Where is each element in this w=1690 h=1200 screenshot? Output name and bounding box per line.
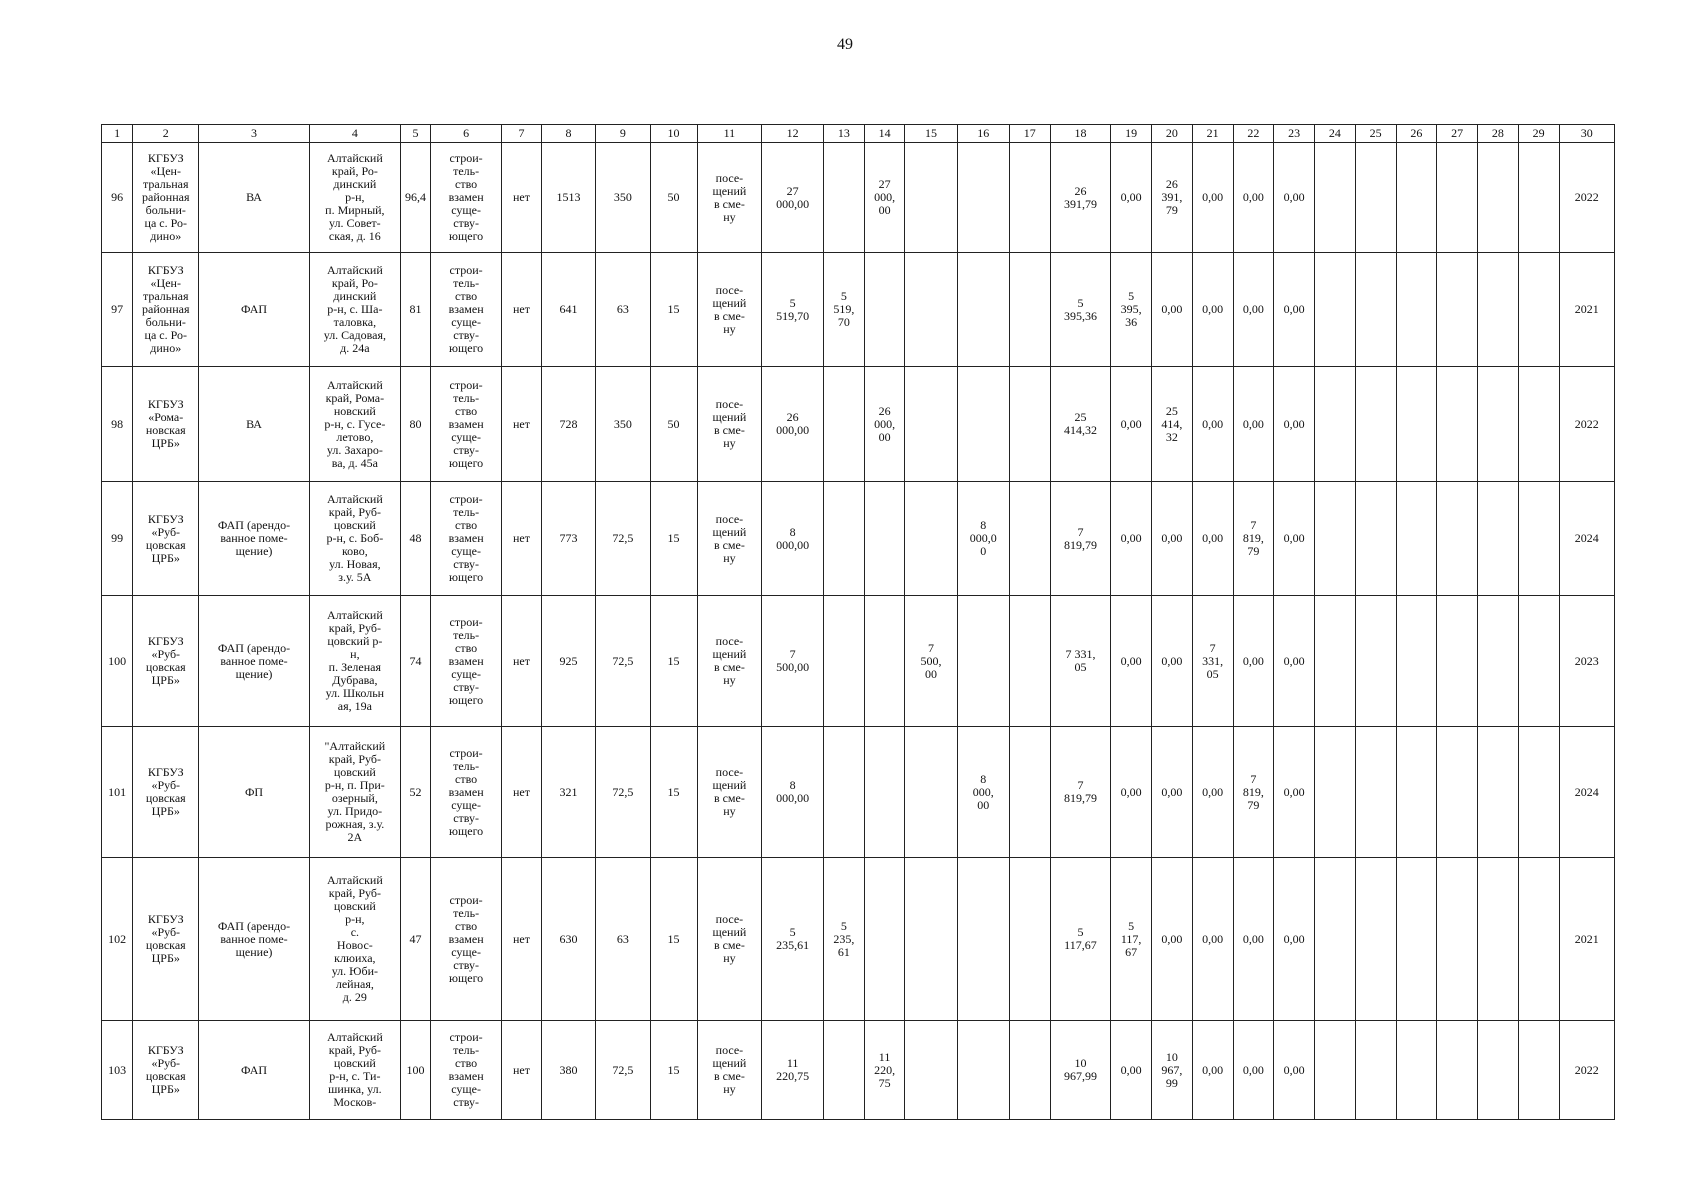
table-cell: 0,00 bbox=[1274, 727, 1315, 858]
table-cell: 5 117, 67 bbox=[1111, 858, 1152, 1021]
table-cell: строи- тель- ство взамен суще- ству- bbox=[431, 1021, 502, 1120]
table-cell: 0,00 bbox=[1233, 253, 1274, 367]
table-cell bbox=[957, 1021, 1009, 1120]
table-cell bbox=[1518, 482, 1559, 596]
table-cell bbox=[1355, 253, 1396, 367]
table-cell: строи- тель- ство взамен суще- ству- ющего bbox=[431, 596, 502, 727]
table-cell bbox=[864, 858, 905, 1021]
column-number-row bbox=[102, 125, 1615, 143]
table-cell: 0,00 bbox=[1152, 596, 1193, 727]
table-cell bbox=[823, 727, 864, 858]
table-cell bbox=[1396, 596, 1437, 727]
column-number-header: 21 bbox=[1192, 125, 1233, 143]
table-cell bbox=[1478, 1021, 1519, 1120]
table-cell: 2023 bbox=[1559, 596, 1615, 727]
table-cell: 2022 bbox=[1559, 367, 1615, 482]
table-cell: 0,00 bbox=[1111, 143, 1152, 253]
table-cell bbox=[905, 727, 957, 858]
table-cell bbox=[1518, 596, 1559, 727]
table-cell: 0,00 bbox=[1192, 482, 1233, 596]
column-number-header: 8 bbox=[541, 125, 595, 143]
table-cell: ФАП (арендо- ванное поме- щение) bbox=[199, 858, 310, 1021]
table-cell bbox=[1518, 1021, 1559, 1120]
table-cell: ВА bbox=[199, 367, 310, 482]
table-cell: 99 bbox=[102, 482, 133, 596]
table-cell: 2024 bbox=[1559, 482, 1615, 596]
table-cell: "Алтайский край, Руб- цовский р-н, п. При- озерный, ул. Придо- рожная, з.у. 2А bbox=[309, 727, 400, 858]
table-cell: 7 819, 79 bbox=[1233, 482, 1274, 596]
table-cell: 380 bbox=[541, 1021, 595, 1120]
table-cell: 0,00 bbox=[1152, 482, 1193, 596]
table-cell: 0,00 bbox=[1233, 1021, 1274, 1120]
table-cell: 5 235,61 bbox=[762, 858, 824, 1021]
table-cell: строи- тель- ство взамен суще- ству- ющего bbox=[431, 858, 502, 1021]
table-cell bbox=[1437, 1021, 1478, 1120]
table-cell bbox=[905, 858, 957, 1021]
table-cell bbox=[1396, 858, 1437, 1021]
table-cell bbox=[1009, 253, 1050, 367]
table-cell: 26 391,79 bbox=[1050, 143, 1111, 253]
column-number-header: 9 bbox=[596, 125, 650, 143]
table-row bbox=[102, 253, 1615, 367]
table-cell: 27 000,00 bbox=[762, 143, 824, 253]
table-cell: 0,00 bbox=[1152, 858, 1193, 1021]
column-number-header: 10 bbox=[650, 125, 697, 143]
column-number-header: 16 bbox=[957, 125, 1009, 143]
column-number-header: 22 bbox=[1233, 125, 1274, 143]
table-cell: 100 bbox=[400, 1021, 430, 1120]
table-cell: 773 bbox=[541, 482, 595, 596]
table-cell bbox=[1478, 143, 1519, 253]
table-cell: 0,00 bbox=[1192, 1021, 1233, 1120]
table-cell: нет bbox=[502, 596, 542, 727]
table-cell: 5 235, 61 bbox=[823, 858, 864, 1021]
table-cell: 102 bbox=[102, 858, 133, 1021]
column-number-header: 2 bbox=[133, 125, 199, 143]
table-cell: 0,00 bbox=[1111, 596, 1152, 727]
column-number-header: 17 bbox=[1009, 125, 1050, 143]
table-cell bbox=[1478, 858, 1519, 1021]
table-cell: 25 414, 32 bbox=[1152, 367, 1193, 482]
table-cell: 8 000, 00 bbox=[957, 727, 1009, 858]
table-cell bbox=[1315, 253, 1356, 367]
table-cell: 7 331, 05 bbox=[1192, 596, 1233, 727]
table-cell: посе- щений в сме- ну bbox=[697, 253, 762, 367]
table-cell: 7 819,79 bbox=[1050, 727, 1111, 858]
table-cell bbox=[1396, 143, 1437, 253]
table-cell bbox=[905, 482, 957, 596]
table-cell bbox=[1315, 727, 1356, 858]
table-cell bbox=[823, 596, 864, 727]
column-number-header: 29 bbox=[1518, 125, 1559, 143]
table-cell bbox=[1009, 367, 1050, 482]
table-cell bbox=[1315, 596, 1356, 727]
table-cell: 2022 bbox=[1559, 143, 1615, 253]
column-number-header: 30 bbox=[1559, 125, 1615, 143]
table-cell bbox=[1009, 858, 1050, 1021]
table-cell bbox=[905, 143, 957, 253]
table-cell: 0,00 bbox=[1274, 143, 1315, 253]
column-number-header: 11 bbox=[697, 125, 762, 143]
table-cell bbox=[1009, 596, 1050, 727]
table-cell bbox=[1437, 253, 1478, 367]
table-cell: 0,00 bbox=[1152, 253, 1193, 367]
table-cell bbox=[957, 596, 1009, 727]
table-cell bbox=[1518, 727, 1559, 858]
column-number-header: 26 bbox=[1396, 125, 1437, 143]
table-cell bbox=[1478, 367, 1519, 482]
table-cell bbox=[1315, 367, 1356, 482]
table-cell: 72,5 bbox=[596, 1021, 650, 1120]
table-cell: строи- тель- ство взамен суще- ству- ющего bbox=[431, 482, 502, 596]
table-row bbox=[102, 143, 1615, 253]
table-cell: КГБУЗ «Руб- цовская ЦРБ» bbox=[133, 482, 199, 596]
table-cell: 0,00 bbox=[1192, 727, 1233, 858]
table-cell: 5 395, 36 bbox=[1111, 253, 1152, 367]
table-cell: посе- щений в сме- ну bbox=[697, 367, 762, 482]
table-cell: 0,00 bbox=[1274, 482, 1315, 596]
table-row bbox=[102, 727, 1615, 858]
table-cell: ФАП bbox=[199, 1021, 310, 1120]
table-cell: 72,5 bbox=[596, 596, 650, 727]
table-cell: 0,00 bbox=[1274, 367, 1315, 482]
column-number-header: 18 bbox=[1050, 125, 1111, 143]
table-cell: 50 bbox=[650, 143, 697, 253]
table-cell bbox=[1396, 367, 1437, 482]
table-cell bbox=[905, 367, 957, 482]
table-cell bbox=[957, 143, 1009, 253]
table-cell: 7 331, 05 bbox=[1050, 596, 1111, 727]
table-cell: 0,00 bbox=[1233, 143, 1274, 253]
table-cell: 15 bbox=[650, 727, 697, 858]
table-cell bbox=[957, 858, 1009, 1021]
table-cell bbox=[957, 367, 1009, 482]
table-cell: 100 bbox=[102, 596, 133, 727]
table-cell bbox=[1009, 143, 1050, 253]
table-cell: 0,00 bbox=[1192, 367, 1233, 482]
table-cell: 101 bbox=[102, 727, 133, 858]
table-cell bbox=[1396, 482, 1437, 596]
table-cell bbox=[1009, 727, 1050, 858]
table-cell: 10 967, 99 bbox=[1152, 1021, 1193, 1120]
table-cell: 63 bbox=[596, 253, 650, 367]
table-cell: 5 519, 70 bbox=[823, 253, 864, 367]
table-cell: 80 bbox=[400, 367, 430, 482]
table-cell: 25 414,32 bbox=[1050, 367, 1111, 482]
table-cell: КГБУЗ «Руб- цовская ЦРБ» bbox=[133, 596, 199, 727]
table-cell: 15 bbox=[650, 596, 697, 727]
table-cell: 321 bbox=[541, 727, 595, 858]
table-cell: нет bbox=[502, 143, 542, 253]
table-cell: ФАП (арендо- ванное поме- щение) bbox=[199, 482, 310, 596]
table-cell: 630 bbox=[541, 858, 595, 1021]
table-cell: посе- щений в сме- ну bbox=[697, 596, 762, 727]
table-cell: 96,4 bbox=[400, 143, 430, 253]
table-cell bbox=[864, 596, 905, 727]
column-number-header: 4 bbox=[309, 125, 400, 143]
table-cell: 0,00 bbox=[1274, 253, 1315, 367]
table-row bbox=[102, 858, 1615, 1021]
table-cell: ФАП bbox=[199, 253, 310, 367]
table-cell: строи- тель- ство взамен суще- ству- ющего bbox=[431, 253, 502, 367]
table-cell: 8 000,00 bbox=[762, 727, 824, 858]
table-cell: 26 000, 00 bbox=[864, 367, 905, 482]
table-cell: 641 bbox=[541, 253, 595, 367]
table-cell: 15 bbox=[650, 1021, 697, 1120]
table-cell: 50 bbox=[650, 367, 697, 482]
column-number-header: 5 bbox=[400, 125, 430, 143]
table-cell bbox=[823, 367, 864, 482]
table-cell: 728 bbox=[541, 367, 595, 482]
table-cell: посе- щений в сме- ну bbox=[697, 482, 762, 596]
table-cell: 925 bbox=[541, 596, 595, 727]
table-cell: Алтайский край, Руб- цовский р-н, с. Ти- шинка, ул. Москов- bbox=[309, 1021, 400, 1120]
table-cell bbox=[1518, 367, 1559, 482]
table-cell bbox=[1396, 253, 1437, 367]
table-cell bbox=[864, 482, 905, 596]
table-cell: Алтайский край, Руб- цовский р- н, п. Зеленая Дубрава, ул. Школьн ая, 19а bbox=[309, 596, 400, 727]
table-cell: 0,00 bbox=[1192, 858, 1233, 1021]
table-cell: 52 bbox=[400, 727, 430, 858]
table-cell: 0,00 bbox=[1233, 367, 1274, 482]
table-cell: 0,00 bbox=[1111, 727, 1152, 858]
table-cell bbox=[1478, 482, 1519, 596]
table-cell bbox=[1478, 727, 1519, 858]
table-cell: 7 819,79 bbox=[1050, 482, 1111, 596]
table-cell: 2024 bbox=[1559, 727, 1615, 858]
column-number-header: 19 bbox=[1111, 125, 1152, 143]
table-cell: 5 117,67 bbox=[1050, 858, 1111, 1021]
table-cell: нет bbox=[502, 1021, 542, 1120]
table-cell bbox=[823, 1021, 864, 1120]
table-cell: 47 bbox=[400, 858, 430, 1021]
column-number-header: 27 bbox=[1437, 125, 1478, 143]
table-cell bbox=[1437, 858, 1478, 1021]
table-cell: 15 bbox=[650, 253, 697, 367]
table-cell bbox=[1478, 253, 1519, 367]
table-cell: ФП bbox=[199, 727, 310, 858]
table-cell: 2022 bbox=[1559, 1021, 1615, 1120]
table-cell: 72,5 bbox=[596, 482, 650, 596]
table-cell: 2021 bbox=[1559, 858, 1615, 1021]
table-cell: 74 bbox=[400, 596, 430, 727]
table-cell: 0,00 bbox=[1111, 1021, 1152, 1120]
table-cell bbox=[1355, 1021, 1396, 1120]
table-cell: 11 220,75 bbox=[762, 1021, 824, 1120]
table-cell bbox=[864, 727, 905, 858]
table-cell: 26 000,00 bbox=[762, 367, 824, 482]
table-cell: КГБУЗ «Цен- тральная районная больни- ца с. Ро- дино» bbox=[133, 143, 199, 253]
table-body bbox=[102, 143, 1615, 1120]
table-cell: 350 bbox=[596, 143, 650, 253]
table-cell: Алтайский край, Руб- цовский р-н, с. Боб- ково, ул. Новая, з.у. 5А bbox=[309, 482, 400, 596]
table-cell bbox=[1009, 482, 1050, 596]
table-cell bbox=[823, 143, 864, 253]
table-cell: строи- тель- ство взамен суще- ству- ющего bbox=[431, 727, 502, 858]
table-cell: КГБУЗ «Руб- цовская ЦРБ» bbox=[133, 727, 199, 858]
table-cell bbox=[1396, 1021, 1437, 1120]
table-cell: 350 bbox=[596, 367, 650, 482]
column-number-header: 13 bbox=[823, 125, 864, 143]
table-cell: 0,00 bbox=[1192, 143, 1233, 253]
table-cell: 63 bbox=[596, 858, 650, 1021]
table-cell: 5 395,36 bbox=[1050, 253, 1111, 367]
column-number-header: 1 bbox=[102, 125, 133, 143]
table-cell: 0,00 bbox=[1233, 596, 1274, 727]
table-cell bbox=[864, 253, 905, 367]
table-cell bbox=[1437, 482, 1478, 596]
column-number-header: 25 bbox=[1355, 125, 1396, 143]
table-cell bbox=[1355, 482, 1396, 596]
table-cell: 0,00 bbox=[1274, 596, 1315, 727]
table-cell: Алтайский край, Рома- новский р-н, с. Гусе- летово, ул. Захаро- ва, д. 45а bbox=[309, 367, 400, 482]
table-cell bbox=[1437, 143, 1478, 253]
table-cell: Алтайский край, Ро- динский р-н, п. Мирный, ул. Совет- ская, д. 16 bbox=[309, 143, 400, 253]
table-cell: 96 bbox=[102, 143, 133, 253]
table-cell: посе- щений в сме- ну bbox=[697, 727, 762, 858]
table-cell: 8 000,0 0 bbox=[957, 482, 1009, 596]
table-cell bbox=[1478, 596, 1519, 727]
table-row bbox=[102, 596, 1615, 727]
page-number: 49 bbox=[837, 36, 853, 53]
table-cell: 7 500, 00 bbox=[905, 596, 957, 727]
table-cell: 0,00 bbox=[1192, 253, 1233, 367]
column-number-header: 24 bbox=[1315, 125, 1356, 143]
table-cell bbox=[1518, 858, 1559, 1021]
column-number-header: 7 bbox=[502, 125, 542, 143]
table-cell bbox=[1437, 367, 1478, 482]
table-cell: нет bbox=[502, 367, 542, 482]
table-cell: 98 bbox=[102, 367, 133, 482]
table-cell: строи- тель- ство взамен суще- ству- ющего bbox=[431, 367, 502, 482]
table-cell bbox=[905, 253, 957, 367]
table-cell: нет bbox=[502, 858, 542, 1021]
table-cell bbox=[1355, 858, 1396, 1021]
table-row bbox=[102, 482, 1615, 596]
table-cell: Алтайский край, Руб- цовский р-н, с. Новос- клюиха, ул. Юби- лейная, д. 29 bbox=[309, 858, 400, 1021]
table-cell: ФАП (арендо- ванное поме- щение) bbox=[199, 596, 310, 727]
table-cell bbox=[1437, 596, 1478, 727]
table-cell: 0,00 bbox=[1274, 858, 1315, 1021]
table-cell: КГБУЗ «Рома- новская ЦРБ» bbox=[133, 367, 199, 482]
table-cell: 27 000, 00 bbox=[864, 143, 905, 253]
table-row bbox=[102, 1021, 1615, 1120]
table-cell bbox=[957, 253, 1009, 367]
table-cell: 0,00 bbox=[1111, 482, 1152, 596]
table-cell: 81 bbox=[400, 253, 430, 367]
table-cell bbox=[823, 482, 864, 596]
table-cell: 26 391, 79 bbox=[1152, 143, 1193, 253]
table-cell: 11 220, 75 bbox=[864, 1021, 905, 1120]
column-number-header: 20 bbox=[1152, 125, 1193, 143]
table-cell bbox=[1009, 1021, 1050, 1120]
table-cell: 15 bbox=[650, 858, 697, 1021]
table-cell: строи- тель- ство взамен суще- ству- ющего bbox=[431, 143, 502, 253]
table-cell: КГБУЗ «Цен- тральная районная больни- ца с. Ро- дино» bbox=[133, 253, 199, 367]
column-number-header: 3 bbox=[199, 125, 310, 143]
column-number-header: 14 bbox=[864, 125, 905, 143]
table-cell: нет bbox=[502, 253, 542, 367]
table-cell bbox=[905, 1021, 957, 1120]
table-cell: 0,00 bbox=[1233, 858, 1274, 1021]
column-number-header: 15 bbox=[905, 125, 957, 143]
table-cell: КГБУЗ «Руб- цовская ЦРБ» bbox=[133, 1021, 199, 1120]
table-cell: 7 500,00 bbox=[762, 596, 824, 727]
table-cell: посе- щений в сме- ну bbox=[697, 1021, 762, 1120]
table-row bbox=[102, 367, 1615, 482]
table-cell bbox=[1315, 1021, 1356, 1120]
table-cell bbox=[1437, 727, 1478, 858]
table-cell: 0,00 bbox=[1152, 727, 1193, 858]
table-cell: нет bbox=[502, 482, 542, 596]
table-cell bbox=[1355, 367, 1396, 482]
column-number-header: 12 bbox=[762, 125, 824, 143]
column-number-header: 23 bbox=[1274, 125, 1315, 143]
table-cell: нет bbox=[502, 727, 542, 858]
table-cell: 15 bbox=[650, 482, 697, 596]
table-cell: 2021 bbox=[1559, 253, 1615, 367]
column-number-header: 28 bbox=[1478, 125, 1519, 143]
table-cell: 97 bbox=[102, 253, 133, 367]
registry-table bbox=[101, 124, 1615, 1120]
table-cell: 0,00 bbox=[1111, 367, 1152, 482]
table-cell: КГБУЗ «Руб- цовская ЦРБ» bbox=[133, 858, 199, 1021]
table-cell: посе- щений в сме- ну bbox=[697, 858, 762, 1021]
table-cell: 1513 bbox=[541, 143, 595, 253]
table-cell: посе- щений в сме- ну bbox=[697, 143, 762, 253]
table-cell: ВА bbox=[199, 143, 310, 253]
table-cell: 72,5 bbox=[596, 727, 650, 858]
table-cell: 48 bbox=[400, 482, 430, 596]
table-cell bbox=[1355, 143, 1396, 253]
table-cell bbox=[1355, 596, 1396, 727]
table-cell: 103 bbox=[102, 1021, 133, 1120]
table-cell bbox=[1315, 858, 1356, 1021]
table-cell: 8 000,00 bbox=[762, 482, 824, 596]
table-cell bbox=[1315, 482, 1356, 596]
table-cell bbox=[1315, 143, 1356, 253]
table-cell: 7 819, 79 bbox=[1233, 727, 1274, 858]
table-cell: 0,00 bbox=[1274, 1021, 1315, 1120]
table-cell bbox=[1518, 143, 1559, 253]
table-cell bbox=[1518, 253, 1559, 367]
table-cell bbox=[1355, 727, 1396, 858]
table-cell bbox=[1396, 727, 1437, 858]
table-cell: 10 967,99 bbox=[1050, 1021, 1111, 1120]
table-cell: Алтайский край, Ро- динский р-н, с. Ша- таловка, ул. Садовая, д. 24а bbox=[309, 253, 400, 367]
column-number-header: 6 bbox=[431, 125, 502, 143]
table-cell: 5 519,70 bbox=[762, 253, 824, 367]
